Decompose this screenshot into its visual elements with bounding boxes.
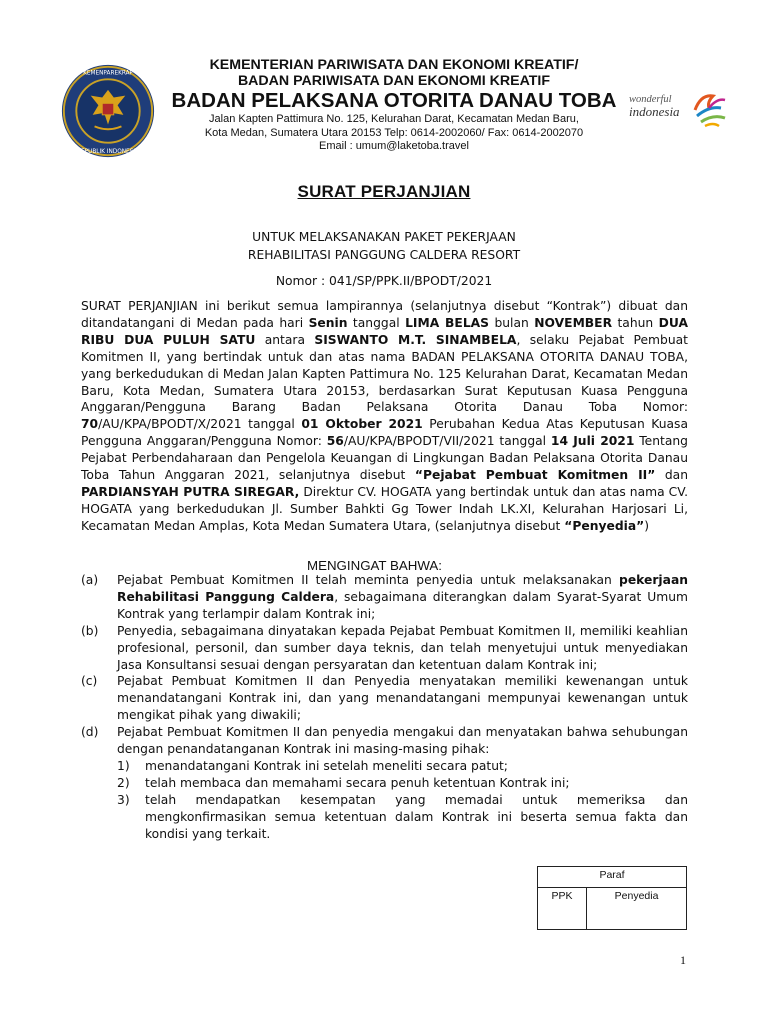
text-run: tanggal [347,315,406,330]
ministry-name: KEMENTERIAN PARIWISATA DAN EKONOMI KREATIF/ [209,57,579,73]
sub-list-text: telah membaca dan memahami secara penuh ketentuan Kontrak ini; [145,775,570,790]
address-line-2: Kota Medan, Sumatera Utara 20153 Telp: 0614-2002060/ Fax: 0614-2002070 [204,126,584,139]
sub-list-item [117,775,688,792]
sub-list-number: 2) [117,775,130,790]
bold-text: pekerjaan Rehabilitasi Panggung Caldera [117,573,688,604]
text-run: , sebagaimana diterangkan dalam Syarat-Syarat Umum Kontrak yang terlampir dalam Kontrak ini; [117,589,688,621]
svg-text:KEMENPAREKRAF: KEMENPAREKRAF [83,70,133,77]
garuda-swirl-icon [687,88,731,130]
bold-text: SISWANTO M.T. SINAMBELA [314,332,517,347]
letterhead-text [160,57,628,154]
sub-list-number: 3) [117,792,130,807]
text-run: bulan [489,315,535,330]
bold-text: LIMA BELAS [405,315,490,330]
agency-name: BADAN PARIWISATA DAN EKONOMI KREATIF [237,73,551,89]
text-run: tahun [612,315,659,330]
sub-list [117,758,688,843]
bold-text: 70 [81,417,99,432]
paraf-col-ppk: PPK [538,888,587,930]
document-number: Nomor : 041/SP/PPK.II/BPODT/2021 [275,274,493,288]
mengingat-heading: MENGINGAT BAHWA: [307,558,442,573]
bold-text: DUA RIBU DUA PULUH SATU [81,315,688,347]
text-run: dan [655,468,688,483]
bold-text: Senin [308,315,348,330]
paraf-col-penyedia: Penyedia [587,888,687,930]
text-run: antara [255,332,315,347]
opening-paragraph [81,298,688,535]
list-item [81,673,688,724]
wonderful-indonesia-logo [625,88,730,130]
text-run: Tentang Pejabat Perbendaharaan dan Pengelola Keuangan di Lingkungan Badan Pelaksana Otorita Danau Toba Tahun Anggaran 2021, selanjutnya disebut [81,434,688,483]
document-title: SURAT PERJANJIAN [297,182,471,201]
text-run: Pejabat Pembuat Komitmen II telah meminta penyedia untuk melaksanakan [117,573,620,587]
sub-list-text: menandatangani Kontrak ini setelah meneliti secara patut; [145,758,508,773]
page-number: 1 [680,953,686,967]
sub-list-item [117,758,688,775]
text-run: /AU/KPA/BPODT/VII/2021 tanggal [343,434,551,449]
list-item-label: (a) [81,573,99,587]
garuda-seal-icon [60,63,156,159]
text-run: /AU/KPA/BPODT/X/2021 tanggal [98,417,302,432]
list-item [81,724,688,842]
sub-list-number: 1) [117,758,130,773]
email-line: Email : umum@laketoba.travel [319,140,469,152]
bold-text: PARDIANSYAH PUTRA SIREGAR, [81,484,300,499]
mengingat-list [81,572,688,843]
logo-wonderful-text: wonderful [629,94,672,105]
document-subtitle-1: UNTUK MELAKSANAKAN PAKET PEKERJAAN [252,230,516,244]
list-item-label: (c) [81,674,98,689]
sub-list-text: telah mendapatkan kesempatan yang memadai untuk memeriksa dan mengkonfirmasikan semua ketentuan dalam Kontrak ini beserta semua fakta dan kondisi yang terkait. [145,792,688,841]
list-item-text [117,572,688,623]
list-item-label: (b) [81,623,99,638]
bold-text: “Pejabat Pembuat Komitmen II” [414,468,656,483]
text-run: , selaku Pejabat Pembuat Komitmen II, yang bertindak untuk dan atas nama BADAN PELAKSANA OTORITA DANAU TOBA, yang berkedudukan di Medan Jalan Kapten Pattimura No. 125 Kelurahan Darat, Kecamatan Medan Baru, Kota Medan, Sumatera Utara 20153, berdasarkan Surat Keputusan Kuasa Pengguna Anggaran/Pengguna Barang Badan Pelaksana Otorita Danau Toba Nomor: [81,332,688,415]
sub-list-item [117,792,688,843]
list-item [81,572,688,623]
letterhead [0,0,768,160]
list-item [81,623,688,674]
text-run: Pejabat Pembuat Komitmen II dan penyedia mengakui dan menyatakan bahwa sehubungan dengan penandatanganan Kontrak ini masing-masing pihak: [117,725,688,757]
text-run: Direktur CV. HOGATA yang bertindak untuk dan atas nama CV. HOGATA yang berkedudukan Jl. Sumber Bahkti Gg Tower Indah LK.XI, Kelurahan Harjosari Li, Kecamatan Medan Amplas, Kota Medan Sumatera Utara, (selanjutnya disebut [81,484,688,533]
bold-text: NOVEMBER [534,315,613,330]
text-run: Pejabat Pembuat Komitmen II dan Penyedia menyatakan memiliki kewenangan untuk menandatangani Kontrak ini, dan yang menandatangani mempunyai kewenangan untuk mengikat pihak yang diwakili; [117,674,688,723]
list-item-text [117,623,688,674]
paraf-header: Paraf [538,867,687,888]
text-run: Perubahan Kedua Atas Keputusan Kuasa Pengguna Anggaran/Pengguna Nomor: [81,417,688,449]
list-item-text [117,673,688,724]
text-run: Penyedia, sebagaimana dinyatakan kepada Pejabat Pembuat Komitmen II, memiliki keahlian profesional, personil, dan sumber daya teknis, dan telah menyetujui untuk menyediakan Jasa Konsultansi sesuai dengan persyaratan dan ketentuan dalam Kontrak ini; [117,623,688,672]
text-run: ) [644,518,650,533]
authority-name: BADAN PELAKSANA OTORITA DANAU TOBA [171,89,617,112]
bold-text: 56 [326,434,344,449]
list-item-label: (d) [81,725,99,740]
paraf-table [537,866,687,930]
svg-text:REPUBLIK INDONESIA: REPUBLIK INDONESIA [77,149,139,156]
list-item-text [117,724,688,758]
document-subtitle-2: REHABILITASI PANGGUNG CALDERA RESORT [247,248,521,262]
bold-text: 14 Juli 2021 [550,434,635,449]
address-line-1: Jalan Kapten Pattimura No. 125, Kelurahan Darat, Kecamatan Medan Baru, [209,113,579,125]
text-run: SURAT PERJANJIAN ini berikut semua lampirannya (selanjutnya disebut “Kontrak”) dibuat dan ditandatangani di Medan pada hari [81,299,688,330]
bold-text: “Penyedia” [564,518,645,533]
bold-text: 01 Oktober 2021 [301,417,423,432]
logo-indonesia-text: indonesia [629,104,680,119]
